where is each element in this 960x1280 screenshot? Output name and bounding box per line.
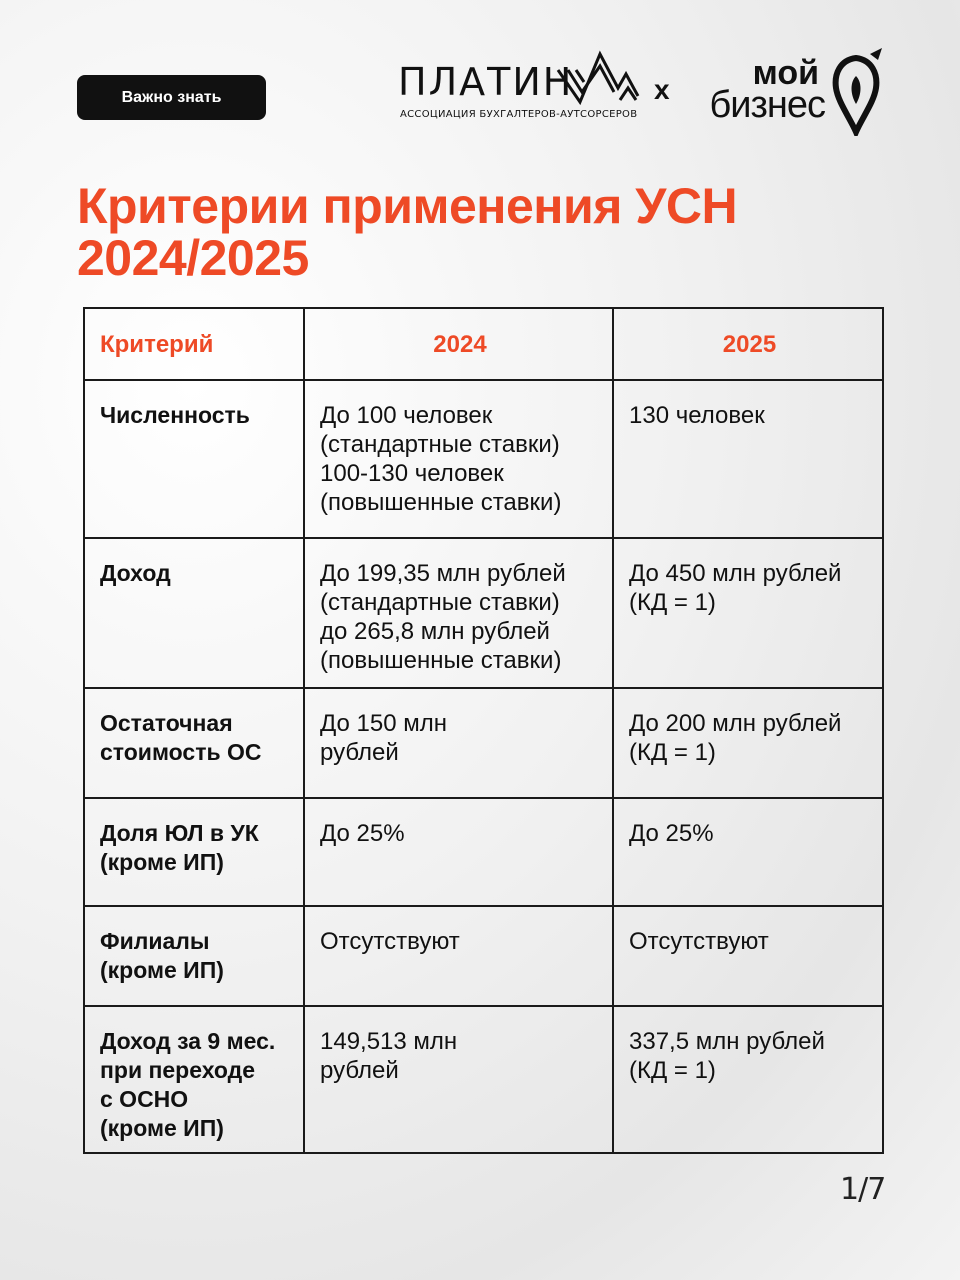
row-2024-income: До 199,35 млн рублей (стандартные ставки) до 265,8 млн рублей (повышенные ставки) [304, 538, 613, 688]
row-2025-income: До 450 млн рублей (КД = 1) [613, 538, 883, 688]
mountain-icon [556, 48, 640, 106]
row-label-income: Доход [84, 538, 304, 688]
page-title [77, 180, 737, 284]
criteria-table [83, 307, 884, 1154]
row-label-9-month-income: Доход за 9 мес. при переходе с ОСНО (кроме ИП) [84, 1006, 304, 1153]
table-row [84, 538, 883, 688]
row-2025-legal-share: До 25% [613, 798, 883, 906]
row-2025-residual-value: До 200 млн рублей (КД = 1) [613, 688, 883, 798]
row-label-headcount: Численность [84, 380, 304, 538]
row-label-legal-share: Доля ЮЛ в УК (кроме ИП) [84, 798, 304, 906]
table-header-2024: 2024 [304, 308, 613, 380]
row-2025-9-month-income: 337,5 млн рублей (КД = 1) [613, 1006, 883, 1153]
table-row [84, 380, 883, 538]
partnership-cross: x [654, 74, 670, 105]
platin-logo-tagline: АССОЦИАЦИЯ БУХГАЛТЕРОВ-АУТСОРСЕРОВ [400, 109, 638, 120]
page-indicator: 1/7 [840, 1172, 886, 1207]
table-header-2025: 2025 [613, 308, 883, 380]
moi-biznes-logo [690, 54, 825, 128]
table-header-criterion: Критерий [84, 308, 304, 380]
rocket-pin-icon [830, 46, 886, 136]
page-title-line-1: Критерии применения УСН [77, 178, 738, 234]
table-row [84, 798, 883, 906]
table-row [84, 1006, 883, 1153]
platin-logo-name: ПЛАТИН [398, 60, 574, 104]
platin-logo [398, 48, 643, 123]
table-header-row [84, 308, 883, 380]
row-2024-9-month-income: 149,513 млн рублей [304, 1006, 613, 1153]
table-row [84, 688, 883, 798]
row-2024-branches: Отсутствуют [304, 906, 613, 1006]
moi-biznes-logo-bottom: бизнес [709, 84, 825, 126]
table-row [84, 906, 883, 1006]
row-2024-legal-share: До 25% [304, 798, 613, 906]
row-label-branches: Филиалы (кроме ИП) [84, 906, 304, 1006]
page-title-line-2: 2024/2025 [77, 230, 309, 286]
row-2024-headcount: До 100 человек (стандартные ставки) 100-130 человек (повышенные ставки) [304, 380, 613, 538]
row-label-residual-value: Остаточная стоимость ОС [84, 688, 304, 798]
row-2025-headcount: 130 человек [613, 380, 883, 538]
row-2025-branches: Отсутствуют [613, 906, 883, 1006]
important-badge: Важно знать [77, 75, 266, 120]
row-2024-residual-value: До 150 млн рублей [304, 688, 613, 798]
moi-biznes-logo-top: мой [752, 54, 819, 92]
